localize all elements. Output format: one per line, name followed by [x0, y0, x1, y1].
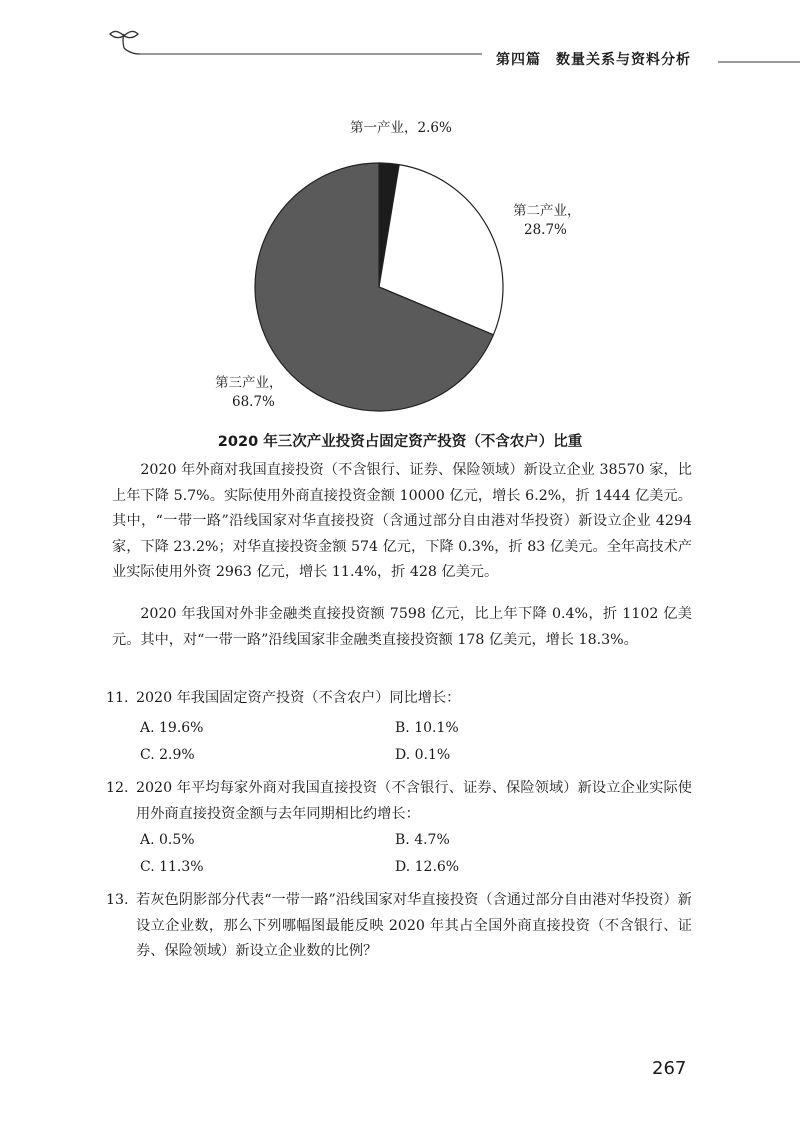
question-11 — [106, 686, 692, 712]
question-13 — [106, 888, 692, 965]
option-b: B. 10.1% — [395, 720, 459, 736]
option-d: D. 12.6% — [395, 859, 460, 875]
paragraph-1: 2020 年外商对我国直接投资（不含银行、证券、保险领域）新设立企业 38570 家，比上年下降 5.7%。实际使用外商直接投资金额 10000 亿元，增长 6.2%，折 1444 亿美元。其中，“一带一路”沿线国家对华直接投资（含通过部分自由港对华投资）新设立企业 4294 家，下降 23.2%；对华直接投资金额 574 亿元，下降 0.3%，折 83 亿美元。全年高技术产业实际使用外资 2963 亿元，增长 11.4%，折 428 亿美元。 — [112, 462, 692, 580]
question-stem: 若灰色阴影部分代表“一带一路”沿线国家对华直接投资（含通过部分自由港对华投资）新设立企业数，那么下列哪幅图最能反映 2020 年其占全国外商直接投资（不含银行、证券、保险领域）新设立企业数的比例？ — [136, 892, 692, 959]
label-primary-industry: 第一产业，2.6% — [350, 120, 452, 136]
option-c: C. 2.9% — [140, 747, 195, 763]
question-stem: 2020 年平均每家外商对我国直接投资（不含银行、证券、保险领域）新设立企业实际使用外商直接投资金额与去年同期相比约增长： — [136, 780, 692, 822]
question-number: 13. — [106, 892, 129, 908]
question-12 — [106, 776, 692, 827]
option-b: B. 4.7% — [395, 832, 450, 848]
label-tertiary-industry-name: 第三产业， — [215, 375, 283, 391]
option-d: D. 0.1% — [395, 747, 451, 763]
pie-chart — [0, 0, 800, 430]
option-a: A. 19.6% — [140, 720, 204, 736]
question-number: 12. — [106, 780, 129, 796]
label-tertiary-industry-value: 68.7% — [232, 394, 275, 410]
page-number: 267 — [652, 1058, 687, 1079]
chart-title: 2020 年三次产业投资占固定资产投资（不含农户）比重 — [217, 434, 583, 450]
question-stem: 2020 年我国固定资产投资（不含农户）同比增长： — [136, 690, 461, 706]
question-number: 11. — [106, 690, 129, 706]
label-secondary-industry-name: 第二产业， — [513, 203, 581, 219]
pie-svg — [0, 0, 800, 430]
label-secondary-industry-value: 28.7% — [524, 222, 567, 238]
option-c: C. 11.3% — [140, 859, 204, 875]
option-a: A. 0.5% — [140, 832, 195, 848]
section-title: 第四篇 数量关系与资料分析 — [496, 52, 691, 68]
paragraph-2: 2020 年我国对外非金融类直接投资额 7598 亿元，比上年下降 0.4%，折 1102 亿美元。其中，对“一带一路”沿线国家非金融类直接投资额 178 亿美元，增长 18.3%。 — [112, 606, 692, 648]
